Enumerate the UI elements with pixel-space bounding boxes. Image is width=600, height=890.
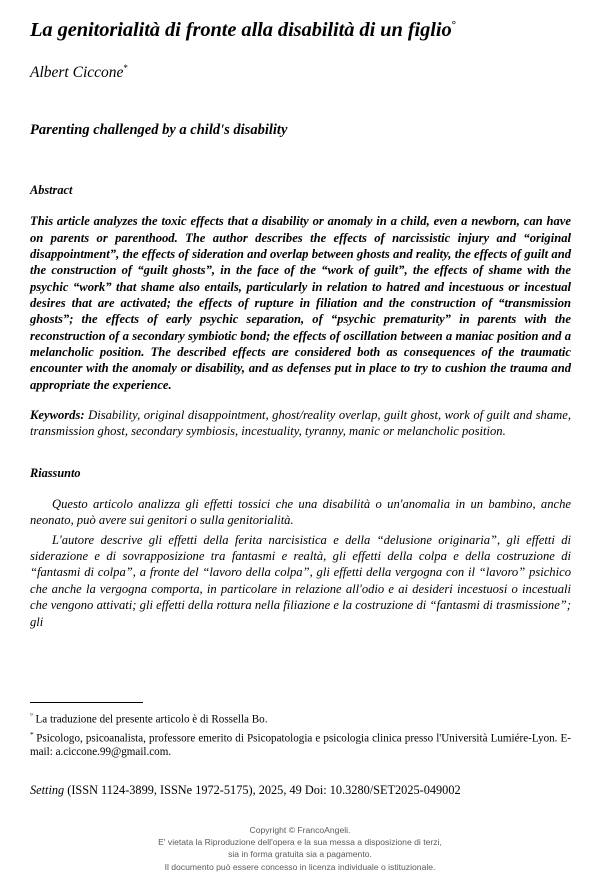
copyright-line-4: Il documento può essere concesso in licenza individuale o istituzionale. [164, 861, 436, 872]
footnote-item [30, 709, 571, 727]
title-footnote-marker: ° [451, 19, 456, 32]
author-name-text: Albert Ciccone [30, 64, 124, 82]
copyright-notice [0, 824, 600, 873]
copyright-line-2: E' vietata la Riproduzione dell'opera e la sua messa a disposizione di terzi, [158, 837, 442, 848]
page-title-text: La genitorialità di fronte alla disabilità di un figlio [30, 19, 452, 41]
keywords-line [30, 393, 571, 440]
abstract-heading: Abstract [30, 183, 73, 198]
journal-citation [30, 783, 571, 798]
document-content [30, 0, 571, 630]
abstract-body: This article analyzes the toxic effects that a disability or anomaly in a child, even a newborn, can have on parents or parenthood. The author describes the effects of narcissistic injury and “original disappointment”, the effects of sideration and overlap between ghosts and reality, the effects of guilt and the construction of “guilt ghosts”, in the face of the “work of guilt”, the effects of shame with the psychic “work” that shame also entails, particularly in relation to hatred and incestuous or incestual desires that are activated; the effects of rupture in filiation and the construction of “transmission ghosts”; the effects of early psychic separation, of “psychic prematurity” in parents with the reconstruction of a secondary symbiotic bond; the effects of oscillation between a maniac position and a melancholic position. The described effects are considered both as consequences of the traumatic encounter with the anomaly or disability, and as defenses put in place to try to cushion the trauma and appropriate the experience. [30, 214, 571, 392]
riassunto-paragraph-1: Questo articolo analizza gli effetti tossici che una disabilità o un'anomalia in un bambino, anche neonato, può avere sui genitori o sulla genitorialità. [30, 496, 571, 528]
footnote-marker: ° [30, 711, 33, 720]
copyright-line-1: Copyright © FrancoAngeli. [249, 825, 351, 835]
footnote-separator-rule [30, 702, 143, 703]
author-name [30, 42, 571, 82]
riassunto-paragraph-2: L'autore descrive gli effetti della ferita narcisistica e della “delusione originaria”, gli effetti di siderazione e di sovrapposizione tra fantasmi e realtà, gli effetti della colpa e della costruzione di “fantasmi di colpa”, a fronte del “lavoro della colpa”, gli effetti della vergogna con il “lavoro” psichico che anche la vergogna comporta, in particolare in relazione all'odio e ai desideri incestuosi o incestuali che vengono attivati; gli effetti della rottura nella filiazione e la costruzione di “fantasmi di trasmissione”; gli [30, 532, 571, 629]
journal-name: Setting [30, 783, 65, 797]
page-title [30, 0, 571, 42]
keywords-label: Keywords: [30, 408, 85, 423]
footnote-text: La traduzione del presente articolo è di Rossella Bo. [35, 713, 268, 726]
footnote-item [30, 728, 571, 760]
footnote-block [30, 709, 571, 760]
english-subtitle: Parenting challenged by a child's disability [30, 122, 288, 139]
footnote-marker: * [30, 730, 34, 740]
keywords-text: Disability, original disappointment, ghost/reality overlap, guilt ghost, work of guilt and shame, transmission ghost, secondary symbiosis, incestuality, tyranny, manic or melancholic position. [30, 408, 571, 439]
journal-details: (ISSN 1124-3899, ISSNe 1972-5175), 2025, 49 Doi: 10.3280/SET2025-049002 [64, 783, 461, 797]
footnote-text: Psicologo, psicoanalista, professore emerito di Psicopatologia e psicologia clinica presso l'Università Lumiére-Lyon. E-mail: a.ciccone.99@gmail.com. [30, 732, 571, 759]
copyright-line-3: sia in forma gratuita sia a pagamento. [228, 849, 372, 860]
riassunto-heading: Riassunto [30, 465, 81, 480]
author-footnote-marker: * [123, 63, 128, 74]
